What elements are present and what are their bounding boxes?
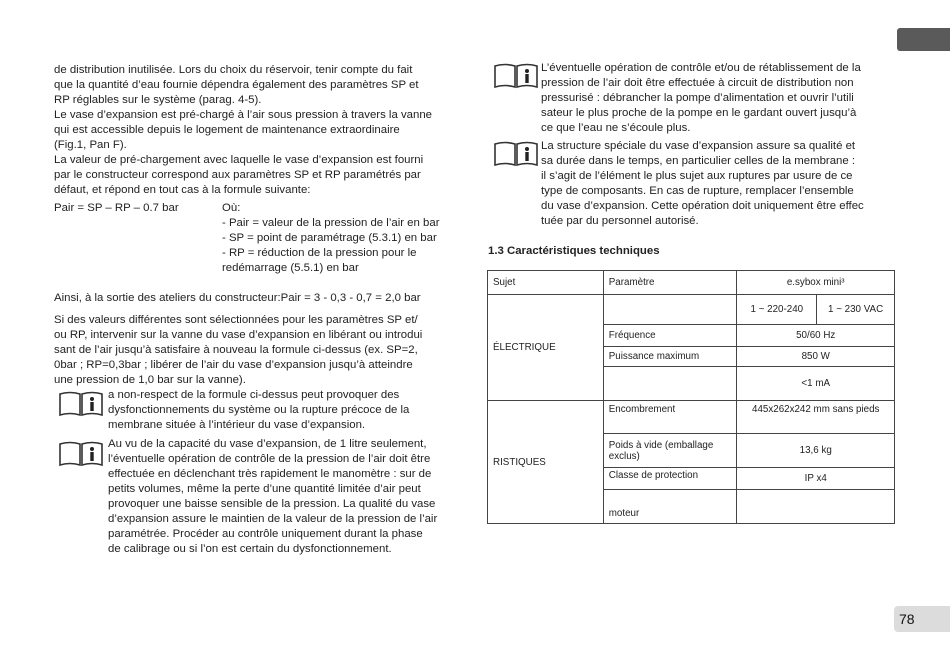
info-book-icon <box>58 391 104 417</box>
table-cell-voltage-a: 1 ~ 220-240 <box>737 295 817 325</box>
table-cell-value: IP x4 <box>737 468 895 490</box>
text-line: paramétrée. Procéder au contrôle uniquement durant la phase <box>108 528 423 540</box>
note-control <box>541 61 896 136</box>
text-line: sant de l’air jusqu’à satisfaire à nouveau la formule ci-dessus (ex. SP=2, <box>54 344 418 356</box>
text-line: de calibrage ou si l’on est certain du dysfonctionnement. <box>108 543 392 555</box>
page-number: 78 <box>894 606 950 632</box>
text-line: - SP = point de paramétrage (5.3.1) en bar <box>222 232 437 244</box>
table-cell-value <box>737 490 895 524</box>
text-line: RP réglables sur le système (parag. 4-5). <box>54 94 262 106</box>
text-line: La structure spéciale du vase d’expansion assure sa qualité et <box>541 140 856 152</box>
table-cell <box>603 295 737 325</box>
table-cell-voltage-b: 1 ~ 230 VAC <box>817 295 895 325</box>
text-line: il s’agit de l’élément le plus sujet aux ruptures par usure de ce <box>541 170 853 182</box>
paragraph-factory-value: Ainsi, à la sortie des ateliers du constructeur:Pair = 3 - 0,3 - 0,7 = 2,0 bar <box>54 292 421 304</box>
text-line: - RP = réduction de la pression pour le <box>222 247 417 259</box>
formula-legend <box>222 201 440 276</box>
text-line: pression de l’air doit être effectuée à circuit de distribution non <box>541 77 854 89</box>
text-line: type de composants. En cas de rupture, remplacer l’ensemble <box>541 185 854 197</box>
text-line: 0bar ; RP=0,3bar ; libérer de l’air du vase d’expansion jusqu’à atteindre <box>54 359 413 371</box>
text-line: de distribution inutilisée. Lors du choix du réservoir, tenir compte du fait <box>54 64 413 76</box>
table-cell-value: 13,6 kg <box>737 434 895 468</box>
table-cell-value: 445x262x242 mm sans pieds <box>737 401 895 434</box>
text-line: une pression de 1,0 bar sur la vanne). <box>54 374 246 386</box>
table-row <box>488 401 895 434</box>
text-line: dysfonctionnements du système ou la rupture précoce de la <box>108 404 410 416</box>
table-group-electrique: ÉLECTRIQUE <box>488 295 604 401</box>
note-warning <box>108 388 462 433</box>
table-row <box>488 271 895 295</box>
info-book-icon <box>493 141 539 167</box>
text-line: Le vase d’expansion est pré-chargé à l’air sous pression à travers la vanne <box>54 109 432 121</box>
table-cell-value: 850 W <box>737 347 895 367</box>
info-book-icon <box>58 441 104 467</box>
table-cell-label: Fréquence <box>603 325 737 347</box>
table-header-param: Paramètre <box>603 271 737 295</box>
text-line: par le constructeur correspond aux paramètres SP et RP paramétrés par <box>54 169 421 181</box>
table-cell-value: <1 mA <box>737 367 895 401</box>
text-line: sateur le plus proche de la pompe en le gardant ouvert jusqu’à <box>541 107 857 119</box>
text-line: effectuée en déclenchant très rapidement le manomètre : sur de <box>108 468 432 480</box>
table-cell-value: 50/60 Hz <box>737 325 895 347</box>
text-line: provoquer une baisse sensible de la pression. La qualité du vase <box>108 498 436 510</box>
text-line: membrane située à l’intérieur du vase d’expansion. <box>108 419 366 431</box>
section-tab <box>897 28 950 51</box>
note-capacity <box>108 437 462 557</box>
text-line: d’expansion assure le maintien de la valeur de la pression de l’air <box>108 513 438 525</box>
text-line: pressurisé : débrancher la pompe d’alimentation et ouvrir l’utili <box>541 92 854 104</box>
text-line: L’éventuelle opération de contrôle et/ou de rétablissement de la <box>541 62 861 74</box>
spec-table <box>487 270 895 524</box>
text-line: - Pair = valeur de la pression de l’air en bar <box>222 217 440 229</box>
text-line: ce que l’eau ne s’écoule plus. <box>541 122 691 134</box>
section-heading: 1.3 Caractéristiques techniques <box>488 245 660 257</box>
text-line: Au vu de la capacité du vase d’expansion, de 1 litre seulement, <box>108 438 427 450</box>
text-line: redémarrage (5.5.1) en bar <box>222 262 359 274</box>
text-line: La valeur de pré-chargement avec laquelle le vase d’expansion est fourni <box>54 154 424 166</box>
table-header-subject: Sujet <box>488 271 604 295</box>
text-line: ou RP, intervenir sur la vanne du vase d’expansion en libérant ou introdui <box>54 329 423 341</box>
info-book-icon <box>493 63 539 89</box>
table-cell-label: Poids à vide (emballage exclus) <box>603 434 737 468</box>
text-line: défaut, et répond en tout cas à la formule suivante: <box>54 184 311 196</box>
table-cell <box>603 367 737 401</box>
text-line: tuée par du personnel autorisé. <box>541 215 699 227</box>
text-line: Où: <box>222 202 241 214</box>
text-line: qui est accessible depuis le logement de maintenance extraordinaire <box>54 124 400 136</box>
formula: Pair = SP – RP – 0.7 bar <box>54 202 179 214</box>
text-line: du vase d’expansion. Cette opération doit uniquement être effec <box>541 200 864 212</box>
text-line: (Fig.1, Pan F). <box>54 139 127 151</box>
table-row <box>488 295 895 325</box>
table-cell-label: moteur <box>603 490 737 524</box>
table-cell-label: Encombrement <box>603 401 737 434</box>
table-cell-label: Puissance maximum <box>603 347 737 367</box>
text-line: Si des valeurs différentes sont sélectionnées pour les paramètres SP et/ <box>54 314 418 326</box>
paragraph-reservoir <box>54 63 462 198</box>
paragraph-adjust <box>54 313 462 388</box>
note-structure <box>541 139 896 229</box>
text-line: petits volumes, même la perte d’une quantité limitée d’air peut <box>108 483 421 495</box>
table-header-model: e.sybox mini³ <box>737 271 895 295</box>
text-line: sa durée dans le temps, en particulier celles de la membrane : <box>541 155 856 167</box>
table-cell-label: Classe de protection <box>603 468 737 490</box>
text-line: l’éventuelle opération de contrôle de la pression de l’air doit être <box>108 453 431 465</box>
table-group-ristiques: RISTIQUES <box>488 401 604 524</box>
text-line: que la quantité d’eau fournie dépendra également des paramètres SP et <box>54 79 419 91</box>
text-line: a non-respect de la formule ci-dessus peut provoquer des <box>108 389 400 401</box>
